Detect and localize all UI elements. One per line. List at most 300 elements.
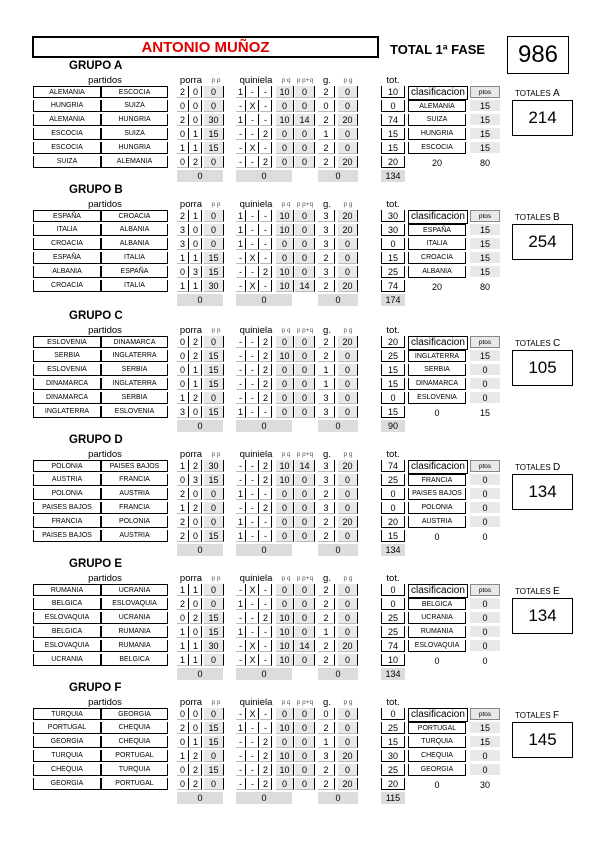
match-home-team: FRANCIA <box>33 516 101 528</box>
cell-pg: 20 <box>338 778 358 790</box>
cell-g: 2 <box>318 612 335 624</box>
match-home-team: ITALIA <box>33 224 101 236</box>
group-total-value: 134 <box>512 598 573 634</box>
cell-pg: 0 <box>338 128 358 140</box>
cell-q1: 1 <box>236 238 246 250</box>
cell-q1: 1 <box>236 488 246 500</box>
cell-qx: X <box>247 280 259 292</box>
points-header: ptos <box>470 708 500 720</box>
column-header-tot: tot. <box>386 325 400 336</box>
cell-tot: 25 <box>381 626 405 638</box>
match-away-team: GEORGIA <box>101 708 168 720</box>
cell-qx: - <box>247 378 259 390</box>
cell-ppq: 0 <box>295 156 315 168</box>
cell-pg: 0 <box>338 252 358 264</box>
cell-pq: 0 <box>276 252 294 264</box>
cell-pg: 0 <box>338 764 358 776</box>
cell-tot: 15 <box>381 364 405 376</box>
cell-q2: - <box>260 142 272 154</box>
cell-ppq: 0 <box>295 654 315 666</box>
match-home-team: ALEMANIA <box>33 86 101 98</box>
match-away-team: SERBIA <box>101 364 168 376</box>
column-header-pp: p p <box>211 77 221 84</box>
cell-pq: 10 <box>276 114 294 126</box>
cell-pp: 0 <box>204 100 224 112</box>
cell-p2: 2 <box>190 502 202 514</box>
cell-qx: - <box>247 86 259 98</box>
cell-pg: 0 <box>338 142 358 154</box>
cell-p2: 0 <box>190 598 202 610</box>
cell-pq: 10 <box>276 210 294 222</box>
classification-points: 0 <box>470 640 500 652</box>
cell-q1: 1 <box>236 406 246 418</box>
cell-pq: 10 <box>276 626 294 638</box>
cell-p2: 1 <box>190 736 202 748</box>
cell-q1: 1 <box>236 626 246 638</box>
cell-pg: 0 <box>338 266 358 278</box>
cell-q1: - <box>236 336 246 348</box>
match-away-team: AUSTRIA <box>101 530 168 542</box>
cell-tot: 15 <box>381 406 405 418</box>
cell-q1: 1 <box>236 224 246 236</box>
column-header-ppq: p p+q <box>296 699 314 706</box>
points-header: ptos <box>470 86 500 98</box>
cell-g: 2 <box>318 142 335 154</box>
cell-p2: 1 <box>190 378 202 390</box>
sum-g: 0 <box>318 294 358 306</box>
sum-g: 0 <box>318 544 358 556</box>
match-away-team: CHEQUIA <box>101 736 168 748</box>
sum-pp: 0 <box>177 420 223 432</box>
cell-pq: 0 <box>276 364 294 376</box>
cell-tot: 20 <box>381 778 405 790</box>
cell-pp: 15 <box>204 474 224 486</box>
cell-p2: 2 <box>190 778 202 790</box>
classification-sum-a: 0 <box>434 532 440 542</box>
participant-name: ANTONIO MUÑOZ <box>32 36 379 58</box>
cell-p1: 0 <box>177 336 189 348</box>
match-home-team: SUIZA <box>33 156 101 168</box>
cell-p2: 3 <box>190 266 202 278</box>
match-away-team: HUNGRIA <box>101 142 168 154</box>
cell-ppq: 0 <box>295 530 315 542</box>
cell-p2: 1 <box>190 640 202 652</box>
match-home-team: AUSTRIA <box>33 474 101 486</box>
cell-tot: 74 <box>381 640 405 652</box>
group-totals-label <box>515 710 559 721</box>
cell-pp: 0 <box>204 778 224 790</box>
cell-qx: - <box>247 488 259 500</box>
cell-pp: 15 <box>204 736 224 748</box>
match-away-team: UCRANIA <box>101 612 168 624</box>
cell-pq: 0 <box>276 406 294 418</box>
cell-pp: 15 <box>204 612 224 624</box>
cell-ppq: 0 <box>295 584 315 596</box>
cell-p2: 0 <box>190 488 202 500</box>
cell-p1: 1 <box>177 280 189 292</box>
column-header-ppq: p p+q <box>296 201 314 208</box>
match-away-team: ESLOVAQUIA <box>101 598 168 610</box>
cell-qx: - <box>247 736 259 748</box>
cell-q2: - <box>260 238 272 250</box>
cell-pg: 20 <box>338 336 358 348</box>
cell-p1: 3 <box>177 238 189 250</box>
cell-q2: 2 <box>260 378 272 390</box>
cell-tot: 15 <box>381 530 405 542</box>
column-header-pg: p g <box>343 451 353 458</box>
sum-tot: 134 <box>381 170 405 182</box>
cell-pp: 0 <box>204 584 224 596</box>
cell-pg: 0 <box>338 708 358 720</box>
classification-points: 15 <box>470 252 500 264</box>
group-block <box>33 184 573 308</box>
cell-p2: 1 <box>190 210 202 222</box>
classification-header: clasificacion <box>408 708 468 722</box>
total-phase-label: TOTAL 1ª FASE <box>390 42 486 57</box>
classification-points: 0 <box>470 378 500 390</box>
column-header-porra: porra <box>179 449 203 460</box>
cell-ppq: 0 <box>295 142 315 154</box>
cell-pp: 0 <box>204 750 224 762</box>
cell-ppq: 0 <box>295 750 315 762</box>
classification-sum-a: 0 <box>434 408 440 418</box>
cell-q1: - <box>236 584 246 596</box>
cell-p2: 2 <box>190 460 202 472</box>
cell-p1: 1 <box>177 142 189 154</box>
cell-ppq: 0 <box>295 612 315 624</box>
cell-pq: 10 <box>276 764 294 776</box>
group-title: GRUPO B <box>69 184 123 196</box>
classification-team: INGLATERRA <box>408 350 466 362</box>
cell-pq: 0 <box>276 502 294 514</box>
cell-tot: 15 <box>381 736 405 748</box>
cell-tot: 0 <box>381 488 405 500</box>
cell-pg: 0 <box>338 350 358 362</box>
points-header: ptos <box>470 584 500 596</box>
column-header-partidos: partidos <box>88 697 122 708</box>
cell-q2: - <box>260 224 272 236</box>
cell-q2: - <box>260 654 272 666</box>
cell-q1: - <box>236 764 246 776</box>
column-header-g: g. <box>323 199 331 210</box>
classification-sum-b: 0 <box>482 656 488 666</box>
cell-p1: 3 <box>177 406 189 418</box>
match-home-team: TURQUIA <box>33 708 101 720</box>
column-header-partidos: partidos <box>88 573 122 584</box>
cell-q2: 2 <box>260 156 272 168</box>
cell-pp: 0 <box>204 210 224 222</box>
cell-p1: 2 <box>177 516 189 528</box>
sum-pp: 0 <box>177 668 223 680</box>
column-header-tot: tot. <box>386 449 400 460</box>
cell-p2: 0 <box>190 114 202 126</box>
match-home-team: ESCOCIA <box>33 142 101 154</box>
sum-pp: 0 <box>177 792 223 804</box>
match-home-team: GEORGIA <box>33 736 101 748</box>
classification-team: HUNGRIA <box>408 128 466 140</box>
cell-q1: - <box>236 378 246 390</box>
cell-g: 2 <box>318 640 335 652</box>
group-title: GRUPO A <box>69 60 123 72</box>
classification-points: 0 <box>470 392 500 404</box>
group-block <box>33 310 573 434</box>
cell-q2: 2 <box>260 764 272 776</box>
cell-qx: X <box>247 654 259 666</box>
cell-p2: 3 <box>190 474 202 486</box>
cell-pp: 0 <box>204 598 224 610</box>
cell-pq: 0 <box>276 392 294 404</box>
cell-q1: - <box>236 736 246 748</box>
cell-pg: 0 <box>338 86 358 98</box>
cell-p1: 0 <box>177 474 189 486</box>
classification-team: DINAMARCA <box>408 378 466 390</box>
cell-q2: - <box>260 516 272 528</box>
group-totals-label <box>515 462 560 473</box>
cell-q2: 2 <box>260 502 272 514</box>
cell-p1: 1 <box>177 584 189 596</box>
cell-p2: 0 <box>190 100 202 112</box>
cell-q1: - <box>236 100 246 112</box>
cell-q2: - <box>260 100 272 112</box>
sum-q: 0 <box>236 294 292 306</box>
cell-g: 2 <box>318 252 335 264</box>
cell-ppq: 0 <box>295 128 315 140</box>
match-home-team: PAISES BAJOS <box>33 530 101 542</box>
match-away-team: UCRANIA <box>101 584 168 596</box>
cell-ppq: 14 <box>295 460 315 472</box>
group-total-value: 254 <box>512 224 573 260</box>
cell-tot: 20 <box>381 156 405 168</box>
match-away-team: CHEQUIA <box>101 722 168 734</box>
match-away-team: RUMANIA <box>101 640 168 652</box>
cell-pg: 0 <box>338 406 358 418</box>
cell-q2: - <box>260 252 272 264</box>
classification-team: CROACIA <box>408 252 466 264</box>
cell-q2: - <box>260 640 272 652</box>
cell-pg: 0 <box>338 378 358 390</box>
group-title: GRUPO D <box>69 434 123 446</box>
cell-pp: 30 <box>204 114 224 126</box>
cell-q1: - <box>236 640 246 652</box>
cell-pq: 10 <box>276 350 294 362</box>
cell-p1: 1 <box>177 750 189 762</box>
cell-pp: 15 <box>204 722 224 734</box>
cell-g: 1 <box>318 364 335 376</box>
cell-q1: 1 <box>236 210 246 222</box>
sum-g: 0 <box>318 792 358 804</box>
match-away-team: ITALIA <box>101 252 168 264</box>
column-header-ppq: p p+q <box>296 451 314 458</box>
cell-p1: 0 <box>177 612 189 624</box>
match-away-team: HUNGRIA <box>101 114 168 126</box>
cell-p2: 0 <box>190 626 202 638</box>
cell-ppq: 0 <box>295 350 315 362</box>
cell-pg: 20 <box>338 156 358 168</box>
cell-ppq: 0 <box>295 502 315 514</box>
cell-pp: 15 <box>204 252 224 264</box>
cell-ppq: 0 <box>295 266 315 278</box>
points-header: ptos <box>470 210 500 222</box>
match-home-team: POLONIA <box>33 488 101 500</box>
cell-ppq: 0 <box>295 516 315 528</box>
cell-tot: 0 <box>381 100 405 112</box>
cell-qx: - <box>247 778 259 790</box>
cell-ppq: 0 <box>295 86 315 98</box>
classification-team: UCRANIA <box>408 612 466 624</box>
classification-team: ALEMANIA <box>408 100 466 112</box>
classification-sum-a: 0 <box>434 656 440 666</box>
cell-q2: 2 <box>260 128 272 140</box>
column-header-g: g. <box>323 325 331 336</box>
group-totals-label <box>515 212 560 223</box>
cell-p2: 0 <box>190 238 202 250</box>
cell-tot: 74 <box>381 114 405 126</box>
cell-g: 2 <box>318 280 335 292</box>
cell-p2: 0 <box>190 224 202 236</box>
column-header-partidos: partidos <box>88 325 122 336</box>
group-total-value: 105 <box>512 350 573 386</box>
cell-pq: 10 <box>276 86 294 98</box>
cell-ppq: 14 <box>295 114 315 126</box>
match-away-team: PAISES BAJOS <box>101 460 168 472</box>
cell-g: 3 <box>318 750 335 762</box>
cell-ppq: 0 <box>295 210 315 222</box>
cell-p1: 0 <box>177 708 189 720</box>
column-header-g: g. <box>323 75 331 86</box>
group-totals-label-text: TOTALES <box>515 711 551 720</box>
cell-ppq: 0 <box>295 100 315 112</box>
cell-pq: 10 <box>276 750 294 762</box>
cell-pq: 0 <box>276 708 294 720</box>
cell-p2: 0 <box>190 406 202 418</box>
cell-p1: 0 <box>177 156 189 168</box>
column-header-g: g. <box>323 573 331 584</box>
cell-pp: 0 <box>204 86 224 98</box>
classification-points: 15 <box>470 238 500 250</box>
cell-ppq: 0 <box>295 392 315 404</box>
column-header-pq: p q <box>281 201 291 208</box>
classification-points: 15 <box>470 114 500 126</box>
cell-ppq: 0 <box>295 488 315 500</box>
group-totals-label <box>515 88 560 99</box>
group-letter: C <box>552 338 561 349</box>
classification-team: ESCOCIA <box>408 142 466 154</box>
cell-g: 3 <box>318 224 335 236</box>
group-letter: B <box>552 212 560 223</box>
match-home-team: CROACIA <box>33 238 101 250</box>
match-away-team: SUIZA <box>101 100 168 112</box>
match-home-team: ESLOVAQUIA <box>33 640 101 652</box>
classification-header: clasificacion <box>408 86 468 100</box>
classification-sum-a: 20 <box>431 158 442 168</box>
cell-pq: 0 <box>276 778 294 790</box>
cell-g: 2 <box>318 598 335 610</box>
column-header-pg: p g <box>343 77 353 84</box>
cell-pp: 0 <box>204 708 224 720</box>
cell-p1: 0 <box>177 378 189 390</box>
cell-q2: 2 <box>260 460 272 472</box>
cell-q2: - <box>260 584 272 596</box>
cell-tot: 25 <box>381 722 405 734</box>
group-letter: E <box>552 586 560 597</box>
cell-q2: 2 <box>260 336 272 348</box>
classification-team: ESLOVAQUIA <box>408 640 466 652</box>
cell-pq: 0 <box>276 238 294 250</box>
cell-pq: 10 <box>276 280 294 292</box>
match-home-team: ESLOVENIA <box>33 336 101 348</box>
column-header-pp: p p <box>211 575 221 582</box>
column-header-pp: p p <box>211 201 221 208</box>
cell-g: 0 <box>318 100 335 112</box>
cell-pp: 30 <box>204 640 224 652</box>
cell-q2: - <box>260 598 272 610</box>
cell-q2: 2 <box>260 474 272 486</box>
cell-p2: 2 <box>190 336 202 348</box>
cell-p2: 2 <box>190 612 202 624</box>
cell-pq: 0 <box>276 142 294 154</box>
cell-q1: - <box>236 460 246 472</box>
classification-sum-a: 20 <box>431 282 442 292</box>
column-header-pp: p p <box>211 699 221 706</box>
column-header-pg: p g <box>343 327 353 334</box>
column-header-ppq: p p+q <box>296 327 314 334</box>
match-home-team: UCRANIA <box>33 654 101 666</box>
cell-pg: 0 <box>338 584 358 596</box>
match-home-team: PAISES BAJOS <box>33 502 101 514</box>
sum-g: 0 <box>318 668 358 680</box>
cell-g: 1 <box>318 128 335 140</box>
cell-pg: 0 <box>338 530 358 542</box>
cell-tot: 30 <box>381 750 405 762</box>
classification-sum-b: 30 <box>479 780 490 790</box>
cell-pp: 15 <box>204 378 224 390</box>
column-header-pp: p p <box>211 451 221 458</box>
classification-header: clasificacion <box>408 460 468 474</box>
cell-pg: 20 <box>338 224 358 236</box>
cell-tot: 74 <box>381 280 405 292</box>
cell-g: 0 <box>318 708 335 720</box>
classification-header: clasificacion <box>408 210 468 224</box>
classification-points: 0 <box>470 626 500 638</box>
classification-points: 0 <box>470 488 500 500</box>
classification-points: 15 <box>470 142 500 154</box>
column-header-pq: p q <box>281 327 291 334</box>
cell-pq: 0 <box>276 156 294 168</box>
match-away-team: POLONIA <box>101 516 168 528</box>
cell-q2: - <box>260 626 272 638</box>
cell-pq: 0 <box>276 378 294 390</box>
cell-pq: 10 <box>276 612 294 624</box>
cell-qx: - <box>247 114 259 126</box>
sum-q: 0 <box>236 170 292 182</box>
cell-qx: - <box>247 266 259 278</box>
cell-pq: 10 <box>276 224 294 236</box>
sum-pp: 0 <box>177 170 223 182</box>
cell-ppq: 0 <box>295 252 315 264</box>
match-home-team: ESCOCIA <box>33 128 101 140</box>
cell-tot: 25 <box>381 764 405 776</box>
classification-points: 15 <box>470 350 500 362</box>
column-header-quiniela: quiniela <box>239 697 273 708</box>
cell-g: 2 <box>318 764 335 776</box>
sum-g: 0 <box>318 170 358 182</box>
cell-p1: 0 <box>177 778 189 790</box>
cell-pq: 0 <box>276 598 294 610</box>
cell-tot: 25 <box>381 474 405 486</box>
group-title: GRUPO F <box>69 682 122 694</box>
cell-ppq: 0 <box>295 722 315 734</box>
column-header-pg: p g <box>343 575 353 582</box>
